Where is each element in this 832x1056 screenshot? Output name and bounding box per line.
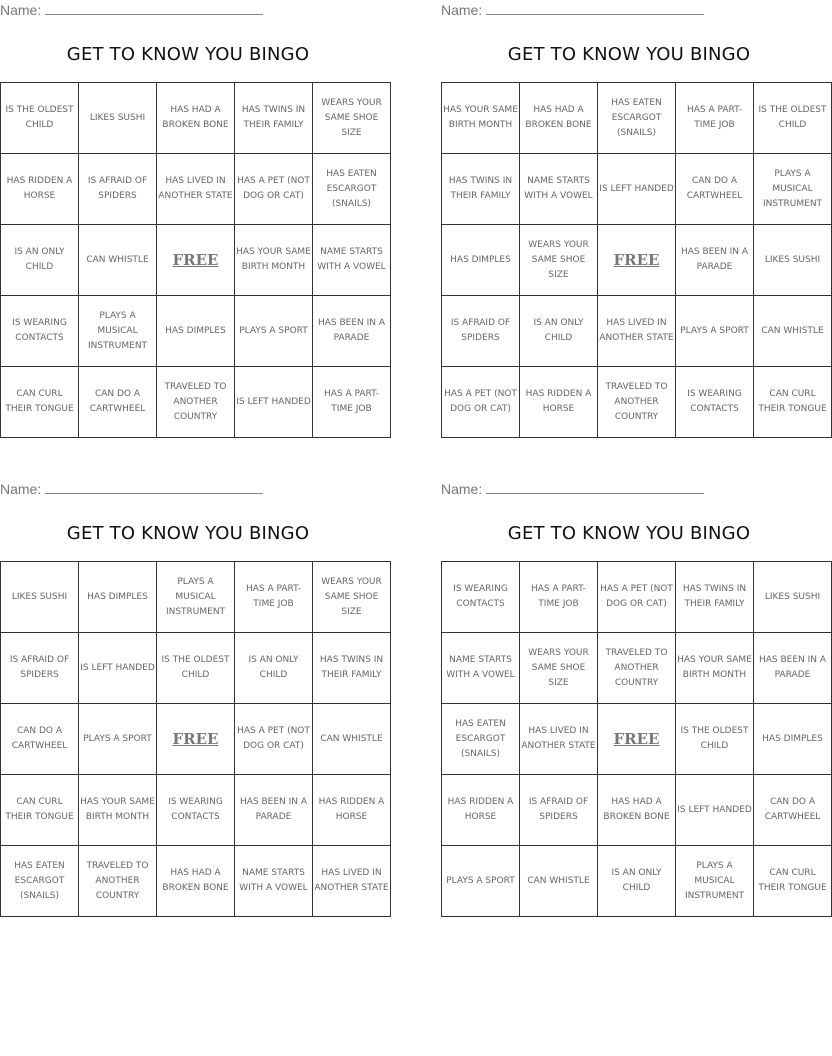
bingo-square[interactable]: IS AFRAID OF SPIDERS xyxy=(442,296,520,367)
bingo-square[interactable]: HAS DIMPLES xyxy=(157,296,235,367)
bingo-square[interactable]: HAS RIDDEN A HORSE xyxy=(313,775,391,846)
bingo-square[interactable]: IS AN ONLY CHILD xyxy=(1,225,79,296)
bingo-square[interactable]: PLAYS A MUSICAL INSTRUMENT xyxy=(79,296,157,367)
bingo-row xyxy=(442,225,832,296)
bingo-square[interactable]: HAS LIVED IN ANOTHER STATE xyxy=(520,704,598,775)
bingo-square[interactable]: CAN DO A CARTWHEEL xyxy=(79,367,157,438)
bingo-grid xyxy=(0,561,391,917)
bingo-square[interactable]: TRAVELED TO ANOTHER COUNTRY xyxy=(79,846,157,917)
bingo-row xyxy=(1,83,391,154)
bingo-row xyxy=(442,633,832,704)
bingo-square[interactable]: IS LEFT HANDED xyxy=(598,154,676,225)
bingo-square[interactable]: HAS A PET (NOT DOG OR CAT) xyxy=(598,562,676,633)
bingo-square[interactable]: HAS BEEN IN A PARADE xyxy=(313,296,391,367)
bingo-square[interactable]: HAS HAD A BROKEN BONE xyxy=(157,83,235,154)
card-title: GET TO KNOW YOU BINGO xyxy=(66,523,310,544)
bingo-square[interactable]: IS THE OLDEST CHILD xyxy=(754,83,832,154)
bingo-square[interactable]: IS WEARING CONTACTS xyxy=(442,562,520,633)
bingo-row xyxy=(1,846,391,917)
bingo-square[interactable]: HAS EATEN ESCARGOT (SNAILS) xyxy=(598,83,676,154)
bingo-square[interactable]: HAS EATEN ESCARGOT (SNAILS) xyxy=(442,704,520,775)
bingo-square[interactable]: IS WEARING CONTACTS xyxy=(1,296,79,367)
bingo-square[interactable]: IS AFRAID OF SPIDERS xyxy=(520,775,598,846)
bingo-square[interactable]: HAS HAD A BROKEN BONE xyxy=(520,83,598,154)
bingo-square[interactable]: HAS LIVED IN ANOTHER STATE xyxy=(157,154,235,225)
bingo-square[interactable]: HAS A PART-TIME JOB xyxy=(676,83,754,154)
bingo-square[interactable]: HAS YOUR SAME BIRTH MONTH xyxy=(235,225,313,296)
bingo-square[interactable]: HAS EATEN ESCARGOT (SNAILS) xyxy=(313,154,391,225)
free-space[interactable]: FREE xyxy=(598,225,676,296)
bingo-square[interactable]: PLAYS A SPORT xyxy=(676,296,754,367)
bingo-square[interactable]: PLAYS A SPORT xyxy=(79,704,157,775)
bingo-square[interactable]: HAS BEEN IN A PARADE xyxy=(235,775,313,846)
bingo-square[interactable]: HAS YOUR SAME BIRTH MONTH xyxy=(79,775,157,846)
bingo-square[interactable]: LIKES SUSHI xyxy=(79,83,157,154)
bingo-square[interactable]: IS THE OLDEST CHILD xyxy=(1,83,79,154)
bingo-square[interactable]: WEARS YOUR SAME SHOE SIZE xyxy=(520,225,598,296)
bingo-grid xyxy=(441,82,832,438)
bingo-row xyxy=(1,154,391,225)
bingo-square[interactable]: IS AFRAID OF SPIDERS xyxy=(79,154,157,225)
bingo-row xyxy=(1,367,391,438)
bingo-square[interactable]: PLAYS A SPORT xyxy=(442,846,520,917)
bingo-square[interactable]: HAS YOUR SAME BIRTH MONTH xyxy=(442,83,520,154)
bingo-square[interactable]: WEARS YOUR SAME SHOE SIZE xyxy=(313,562,391,633)
bingo-square[interactable]: IS THE OLDEST CHILD xyxy=(676,704,754,775)
bingo-row xyxy=(442,846,832,917)
bingo-square[interactable]: CAN CURL THEIR TONGUE xyxy=(1,775,79,846)
bingo-square[interactable]: IS LEFT HANDED xyxy=(235,367,313,438)
bingo-square[interactable]: TRAVELED TO ANOTHER COUNTRY xyxy=(157,367,235,438)
free-space[interactable]: FREE xyxy=(157,704,235,775)
bingo-square[interactable]: HAS A PET (NOT DOG OR CAT) xyxy=(235,154,313,225)
free-space[interactable]: FREE xyxy=(157,225,235,296)
bingo-row xyxy=(442,775,832,846)
bingo-square[interactable]: PLAYS A SPORT xyxy=(235,296,313,367)
bingo-square[interactable]: CAN DO A CARTWHEEL xyxy=(676,154,754,225)
name-label: Name: xyxy=(0,481,42,497)
bingo-row xyxy=(1,562,391,633)
bingo-grid xyxy=(0,82,391,438)
bingo-square[interactable]: HAS DIMPLES xyxy=(79,562,157,633)
name-line xyxy=(0,481,263,497)
name-line xyxy=(441,2,704,18)
bingo-square[interactable]: NAME STARTS WITH A VOWEL xyxy=(235,846,313,917)
bingo-square[interactable]: HAS LIVED IN ANOTHER STATE xyxy=(313,846,391,917)
bingo-square[interactable]: HAS A PET (NOT DOG OR CAT) xyxy=(442,367,520,438)
bingo-square[interactable]: HAS BEEN IN A PARADE xyxy=(754,633,832,704)
bingo-square[interactable]: CAN CURL THEIR TONGUE xyxy=(1,367,79,438)
bingo-square[interactable]: HAS RIDDEN A HORSE xyxy=(442,775,520,846)
bingo-square[interactable]: PLAYS A MUSICAL INSTRUMENT xyxy=(676,846,754,917)
name-line xyxy=(441,481,704,497)
bingo-row xyxy=(442,704,832,775)
bingo-square[interactable]: CAN WHISTLE xyxy=(754,296,832,367)
bingo-square[interactable]: IS AN ONLY CHILD xyxy=(520,296,598,367)
bingo-square[interactable]: HAS A PART-TIME JOB xyxy=(313,367,391,438)
bingo-row xyxy=(442,296,832,367)
bingo-square[interactable]: CAN WHISTLE xyxy=(79,225,157,296)
bingo-square[interactable]: HAS TWINS IN THEIR FAMILY xyxy=(442,154,520,225)
bingo-row xyxy=(442,562,832,633)
bingo-square[interactable]: HAS A PART-TIME JOB xyxy=(235,562,313,633)
name-label: Name: xyxy=(0,2,42,18)
card-title: GET TO KNOW YOU BINGO xyxy=(507,44,751,65)
name-label: Name: xyxy=(441,2,483,18)
bingo-square[interactable]: HAS A PART-TIME JOB xyxy=(520,562,598,633)
name-blank[interactable] xyxy=(45,481,263,494)
bingo-square[interactable]: CAN CURL THEIR TONGUE xyxy=(754,846,832,917)
bingo-square[interactable]: IS AFRAID OF SPIDERS xyxy=(1,633,79,704)
bingo-square[interactable]: CAN DO A CARTWHEEL xyxy=(754,775,832,846)
bingo-square[interactable]: WEARS YOUR SAME SHOE SIZE xyxy=(520,633,598,704)
name-blank[interactable] xyxy=(45,2,263,15)
bingo-square[interactable]: LIKES SUSHI xyxy=(754,562,832,633)
bingo-row xyxy=(1,775,391,846)
bingo-square[interactable]: HAS A PET (NOT DOG OR CAT) xyxy=(235,704,313,775)
name-blank[interactable] xyxy=(486,2,704,15)
bingo-row xyxy=(1,296,391,367)
bingo-row xyxy=(1,704,391,775)
bingo-square[interactable]: HAS TWINS IN THEIR FAMILY xyxy=(676,562,754,633)
bingo-square[interactable]: HAS DIMPLES xyxy=(442,225,520,296)
bingo-square[interactable]: HAS LIVED IN ANOTHER STATE xyxy=(598,296,676,367)
bingo-square[interactable]: HAS YOUR SAME BIRTH MONTH xyxy=(676,633,754,704)
bingo-square[interactable]: IS WEARING CONTACTS xyxy=(676,367,754,438)
card-title: GET TO KNOW YOU BINGO xyxy=(66,44,310,65)
bingo-square[interactable]: IS AN ONLY CHILD xyxy=(598,846,676,917)
name-line xyxy=(0,2,263,18)
bingo-square[interactable]: HAS TWINS IN THEIR FAMILY xyxy=(235,83,313,154)
name-blank[interactable] xyxy=(486,481,704,494)
bingo-row xyxy=(1,633,391,704)
bingo-square[interactable]: NAME STARTS WITH A VOWEL xyxy=(313,225,391,296)
bingo-square[interactable]: CAN WHISTLE xyxy=(520,846,598,917)
bingo-square[interactable]: HAS DIMPLES xyxy=(754,704,832,775)
bingo-square[interactable]: PLAYS A MUSICAL INSTRUMENT xyxy=(157,562,235,633)
bingo-square[interactable]: IS WEARING CONTACTS xyxy=(157,775,235,846)
bingo-square[interactable]: IS AN ONLY CHILD xyxy=(235,633,313,704)
bingo-square[interactable]: HAS HAD A BROKEN BONE xyxy=(157,846,235,917)
bingo-square[interactable]: CAN WHISTLE xyxy=(313,704,391,775)
bingo-square[interactable]: LIKES SUSHI xyxy=(754,225,832,296)
bingo-square[interactable]: WEARS YOUR SAME SHOE SIZE xyxy=(313,83,391,154)
bingo-square[interactable]: HAS RIDDEN A HORSE xyxy=(520,367,598,438)
bingo-grid xyxy=(441,561,832,917)
bingo-row xyxy=(442,367,832,438)
bingo-square[interactable]: IS LEFT HANDED xyxy=(79,633,157,704)
bingo-square[interactable]: HAS RIDDEN A HORSE xyxy=(1,154,79,225)
bingo-square[interactable]: TRAVELED TO ANOTHER COUNTRY xyxy=(598,633,676,704)
bingo-row xyxy=(442,154,832,225)
card-title: GET TO KNOW YOU BINGO xyxy=(507,523,751,544)
bingo-square[interactable]: NAME STARTS WITH A VOWEL xyxy=(442,633,520,704)
bingo-square[interactable]: TRAVELED TO ANOTHER COUNTRY xyxy=(598,367,676,438)
bingo-square[interactable]: HAS EATEN ESCARGOT (SNAILS) xyxy=(1,846,79,917)
bingo-square[interactable]: HAS BEEN IN A PARADE xyxy=(676,225,754,296)
bingo-square[interactable]: HAS HAD A BROKEN BONE xyxy=(598,775,676,846)
bingo-square[interactable]: LIKES SUSHI xyxy=(1,562,79,633)
bingo-square[interactable]: IS LEFT HANDED xyxy=(676,775,754,846)
bingo-row xyxy=(442,83,832,154)
bingo-square[interactable]: CAN CURL THEIR TONGUE xyxy=(754,367,832,438)
bingo-square[interactable]: PLAYS A MUSICAL INSTRUMENT xyxy=(754,154,832,225)
bingo-square[interactable]: NAME STARTS WITH A VOWEL xyxy=(520,154,598,225)
free-space[interactable]: FREE xyxy=(598,704,676,775)
name-label: Name: xyxy=(441,481,483,497)
bingo-square[interactable]: IS THE OLDEST CHILD xyxy=(157,633,235,704)
bingo-square[interactable]: HAS TWINS IN THEIR FAMILY xyxy=(313,633,391,704)
bingo-row xyxy=(1,225,391,296)
bingo-square[interactable]: CAN DO A CARTWHEEL xyxy=(1,704,79,775)
